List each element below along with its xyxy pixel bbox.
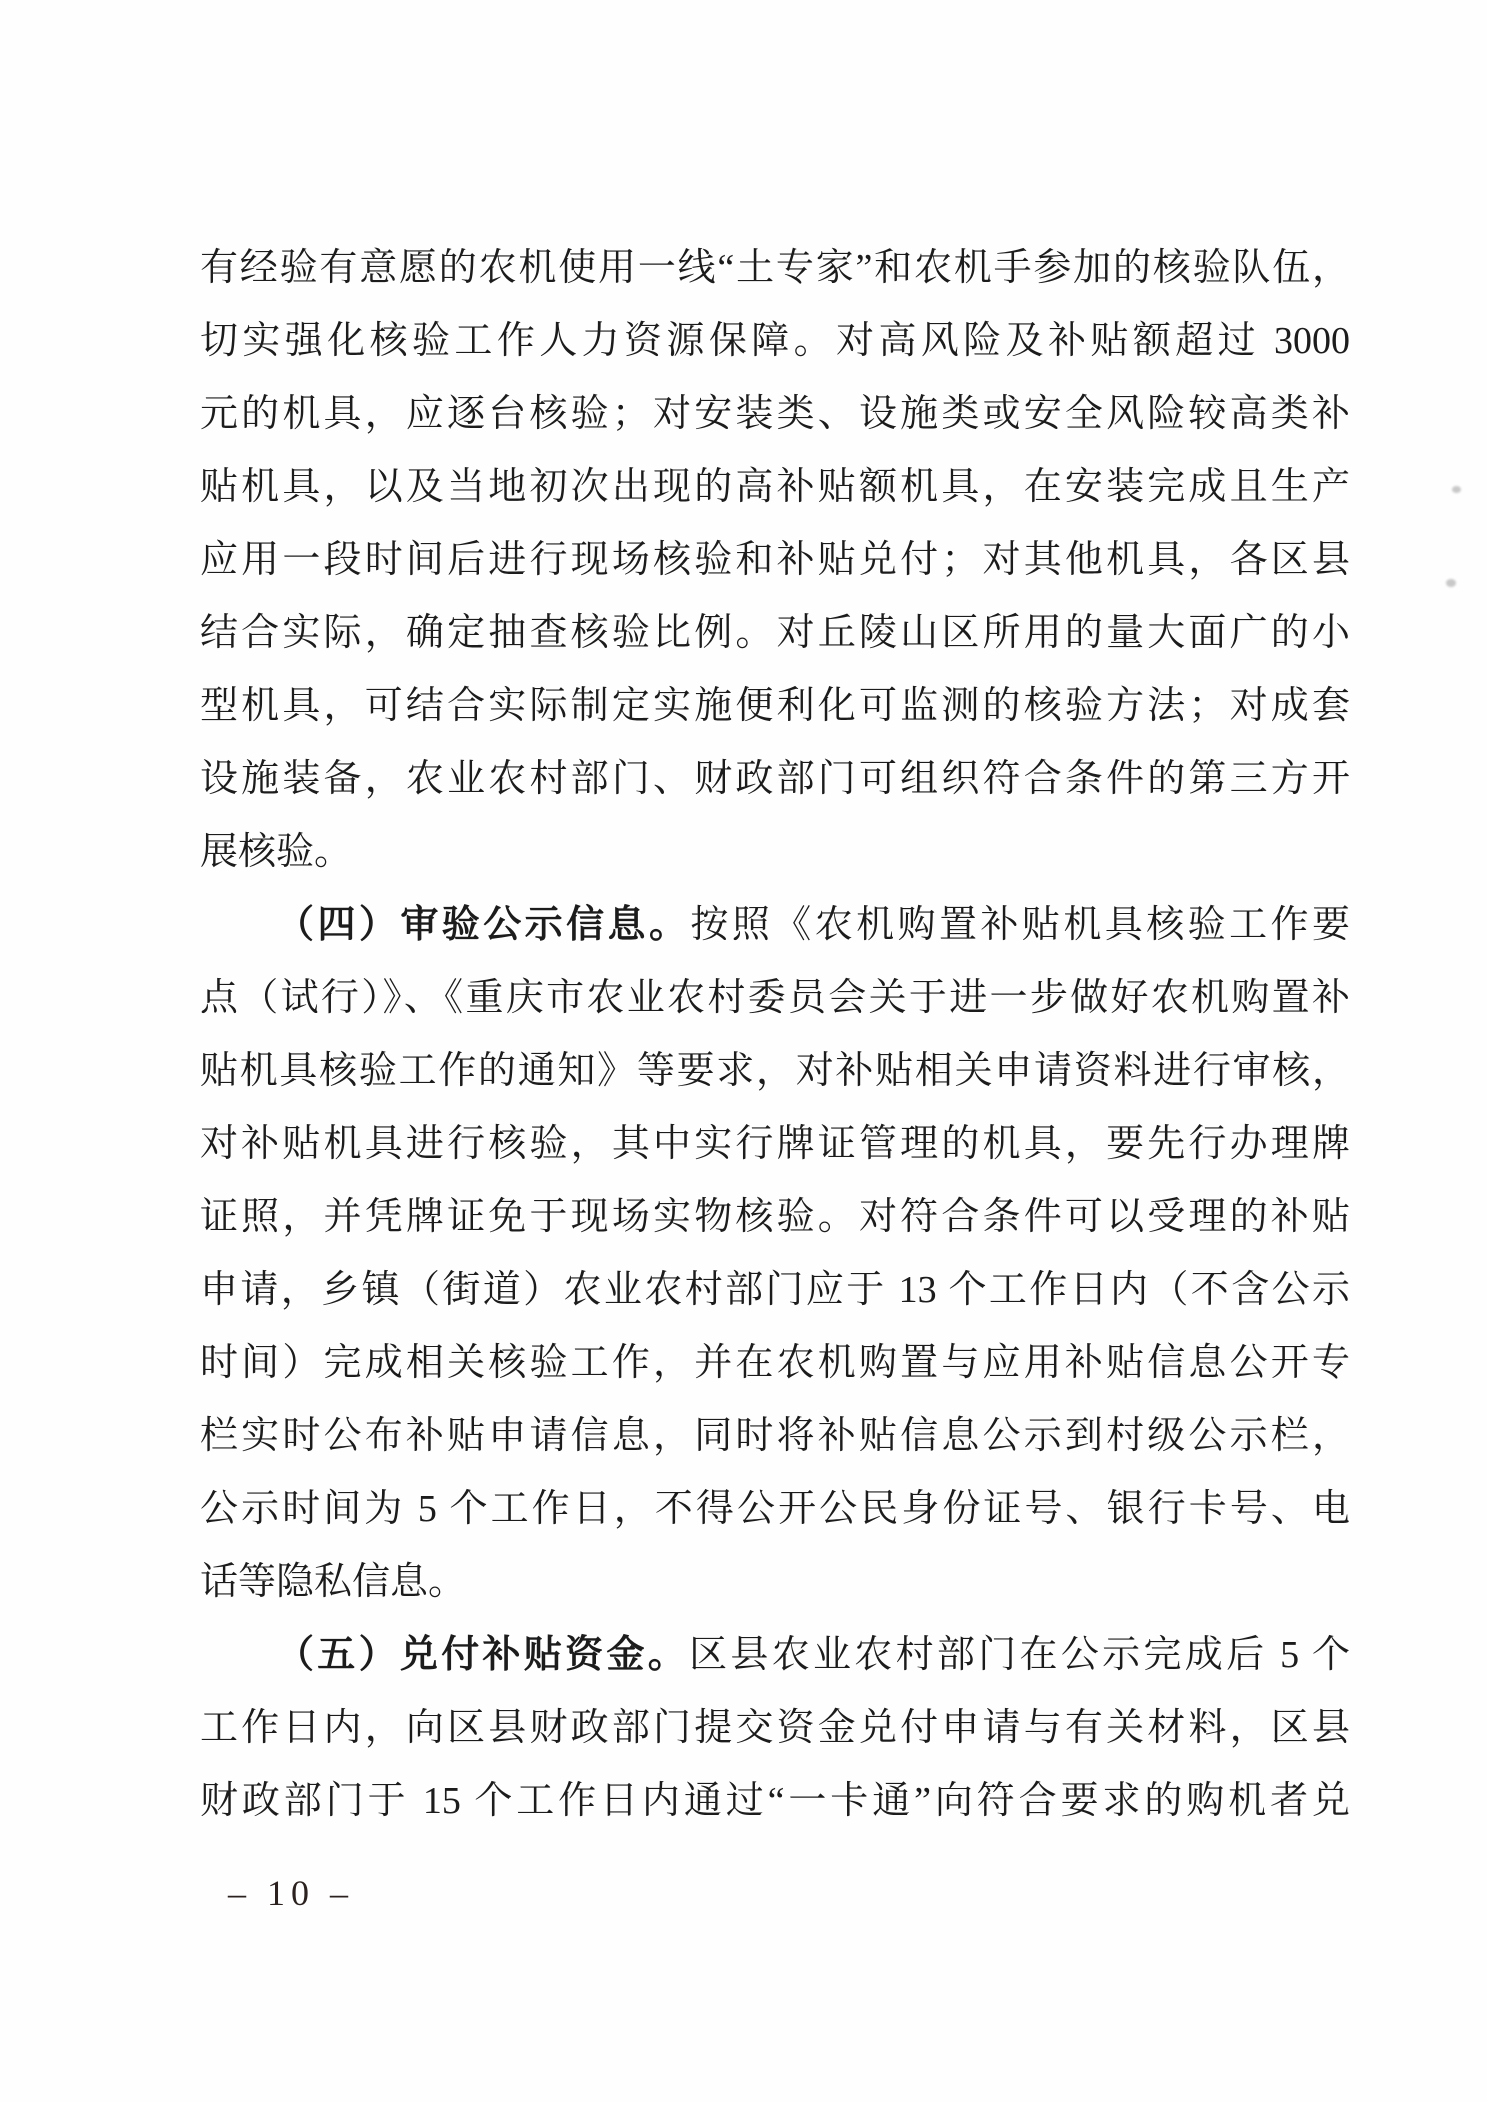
line-text: 证照，并凭牌证免于现场实物核验。对符合条件可以受理的补贴: [200, 1196, 1350, 1238]
text-line: [200, 962, 1350, 1035]
line-text: 时间）完成相关核验工作，并在农机购置与应用补贴信息公开专: [200, 1342, 1350, 1384]
text-line: [200, 1692, 1350, 1765]
text-line: [200, 232, 1350, 305]
line-text: 结合实际，确定抽查核验比例。对丘陵山区所用的量大面广的小: [200, 612, 1350, 654]
text-line: [200, 524, 1350, 597]
paragraph-heading: （五）兑付补贴资金。: [276, 1634, 690, 1676]
line-text: 话等隐私信息。: [200, 1561, 467, 1603]
line-text: 应用一段时间后进行现场核验和补贴兑付；对其他机具，各区县: [200, 539, 1350, 581]
scan-speck: [1446, 579, 1456, 587]
line-text: 财政部门于 15 个工作日内通过“一卡通”向符合要求的购机者兑: [200, 1780, 1350, 1822]
line-text: 公示时间为 5 个工作日，不得公开公民身份证号、银行卡号、电: [200, 1488, 1350, 1530]
line-text: 元的机具，应逐台核验；对安装类、设施类或安全风险较高类补: [200, 393, 1350, 435]
line-text: 设施装备，农业农村部门、财政部门可组织符合条件的第三方开: [200, 758, 1350, 800]
line-text: 切实强化核验工作人力资源保障。对高风险及补贴额超过 3000: [200, 320, 1350, 362]
page-body: [200, 232, 1350, 1838]
line-text: 工作日内，向区县财政部门提交资金兑付申请与有关材料，区县: [200, 1707, 1350, 1749]
text-line: [200, 1765, 1350, 1838]
text-line: [200, 1546, 1350, 1619]
line-text: 按照《农机购置补贴机具核验工作要: [690, 904, 1350, 946]
text-line: [200, 743, 1350, 816]
text-line: [200, 1619, 1350, 1692]
paragraph-heading: （四）审验公示信息。: [276, 904, 691, 946]
text-line: [200, 1327, 1350, 1400]
scan-speck: [1452, 486, 1461, 493]
text-line: [200, 1035, 1350, 1108]
text-line: [200, 1473, 1350, 1546]
line-text: 展核验。: [200, 831, 353, 873]
line-text: 有经验有意愿的农机使用一线“土专家”和农机手参加的核验队伍，: [200, 247, 1350, 289]
page-number: – 10 –: [228, 1873, 354, 1913]
text-line: [200, 451, 1350, 524]
text-line: [200, 670, 1350, 743]
text-line: [200, 597, 1350, 670]
line-text: 型机具，可结合实际制定实施便利化可监测的核验方法；对成套: [200, 685, 1350, 727]
text-line: [200, 1108, 1350, 1181]
text-line: [200, 1400, 1350, 1473]
text-line: [200, 305, 1350, 378]
line-text: 栏实时公布补贴申请信息，同时将补贴信息公示到村级公示栏，: [200, 1415, 1350, 1457]
line-text: 区县农业农村部门在公示完成后 5 个: [689, 1634, 1350, 1676]
text-line: [200, 1254, 1350, 1327]
line-text: 点（试行）》、《重庆市农业农村委员会关于进一步做好农机购置补: [200, 977, 1350, 1019]
text-line: [200, 889, 1350, 962]
line-text: 对补贴机具进行核验，其中实行牌证管理的机具，要先行办理牌: [200, 1123, 1350, 1165]
line-text: 申请，乡镇（街道）农业农村部门应于 13 个工作日内（不含公示: [200, 1269, 1350, 1311]
text-line: [200, 1181, 1350, 1254]
text-line: [200, 816, 1350, 889]
text-line: [200, 378, 1350, 451]
line-text: 贴机具核验工作的通知》等要求，对补贴相关申请资料进行审核，: [200, 1050, 1350, 1092]
line-text: 贴机具，以及当地初次出现的高补贴额机具，在安装完成且生产: [200, 466, 1350, 508]
